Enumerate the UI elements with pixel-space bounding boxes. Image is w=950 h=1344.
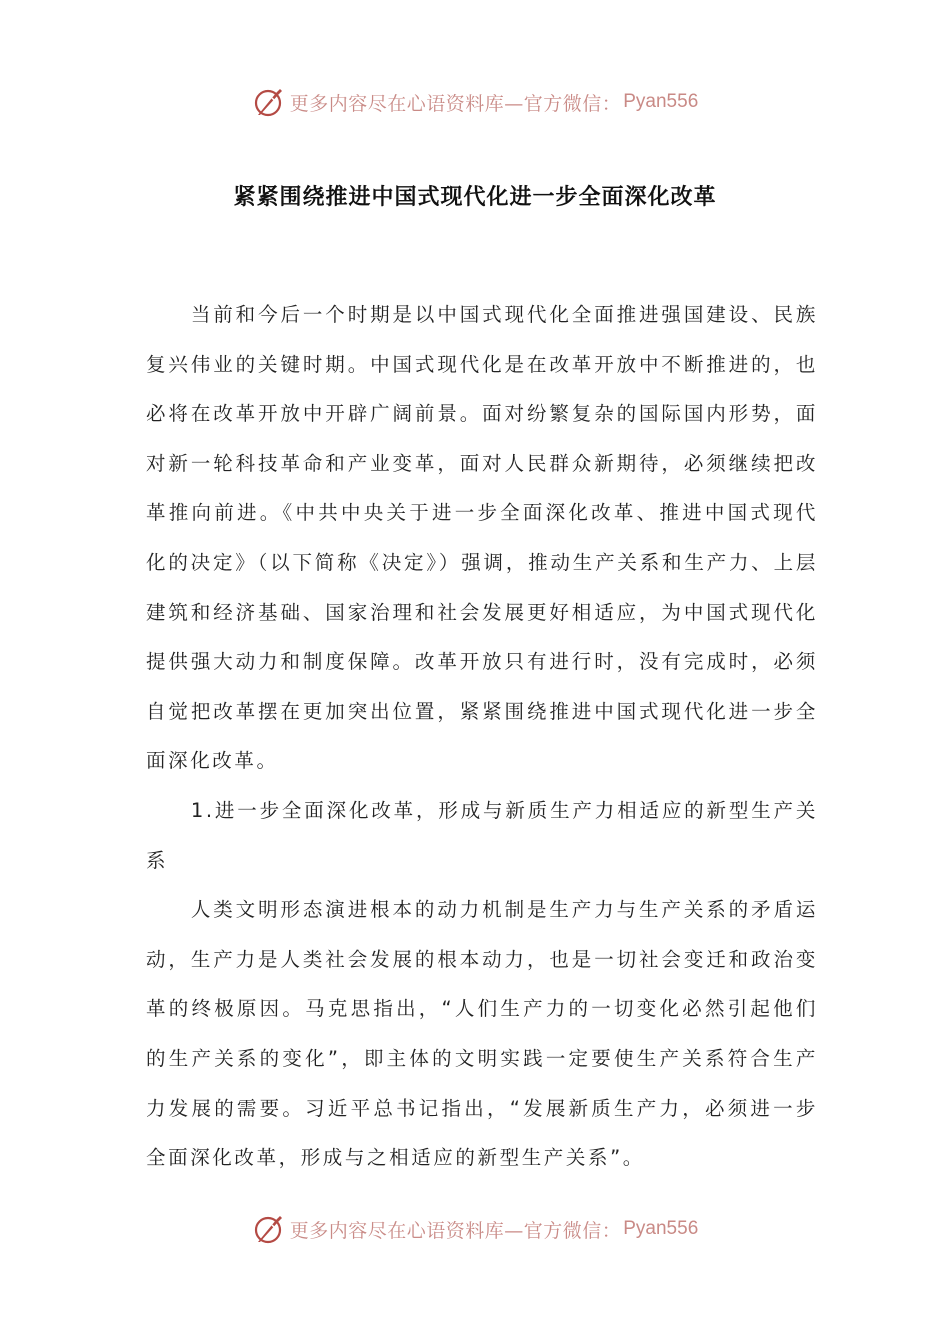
watermark-wechat-id: Pyan556 — [623, 1218, 699, 1239]
footer-watermark — [0, 1209, 950, 1249]
pen-logo-icon — [252, 1212, 286, 1246]
watermark-text: 更多内容尽在心语资料库—官方微信： — [289, 92, 622, 115]
header-watermark — [0, 82, 950, 122]
watermark-text: 更多内容尽在心语资料库—官方微信： — [289, 1219, 622, 1242]
watermark-wechat-id: Pyan556 — [623, 91, 699, 112]
paragraph-section-1: 人类文明形态演进根本的动力机制是生产力与生产关系的矛盾运动，生产力是人类社会发展的根本动力，也是一切社会变迁和政治变革的终极原因。马克思指出，“人们生产力的一切变化必然引起他们的生产关系的变化”，即主体的文明实践一定要使生产关系符合生产力发展的需要。习近平总书记指出，“发展新质生产力，必须进一步全面深化改革，形成与之相适应的新型生产关系”。 — [146, 898, 818, 1170]
section-heading-1: 1.进一步全面深化改革，形成与新质生产力相适应的新型生产关系 — [146, 798, 818, 872]
document-title: 紧紧围绕推进中国式现代化进一步全面深化改革 — [233, 185, 717, 210]
document-body — [146, 290, 818, 1183]
pen-logo-icon — [252, 85, 286, 119]
paragraph-intro: 当前和今后一个时期是以中国式现代化全面推进强国建设、民族复兴伟业的关键时期。中国式现代化是在改革开放中不断推进的，也必将在改革开放中开辟广阔前景。面对纷繁复杂的国际国内形势，面对新一轮科技革命和产业变革，面对人民群众新期待，必须继续把改革推向前进。《中共中央关于进一步全面深化改革、推进中国式现代化的决定》（以下简称《决定》）强调，推动生产关系和生产力、上层建筑和经济基础、国家治理和社会发展更好相适应，为中国式现代化提供强大动力和制度保障。改革开放只有进行时，没有完成时，必须自觉把改革摆在更加突出位置，紧紧围绕推进中国式现代化进一步全面深化改革。 — [146, 303, 818, 773]
